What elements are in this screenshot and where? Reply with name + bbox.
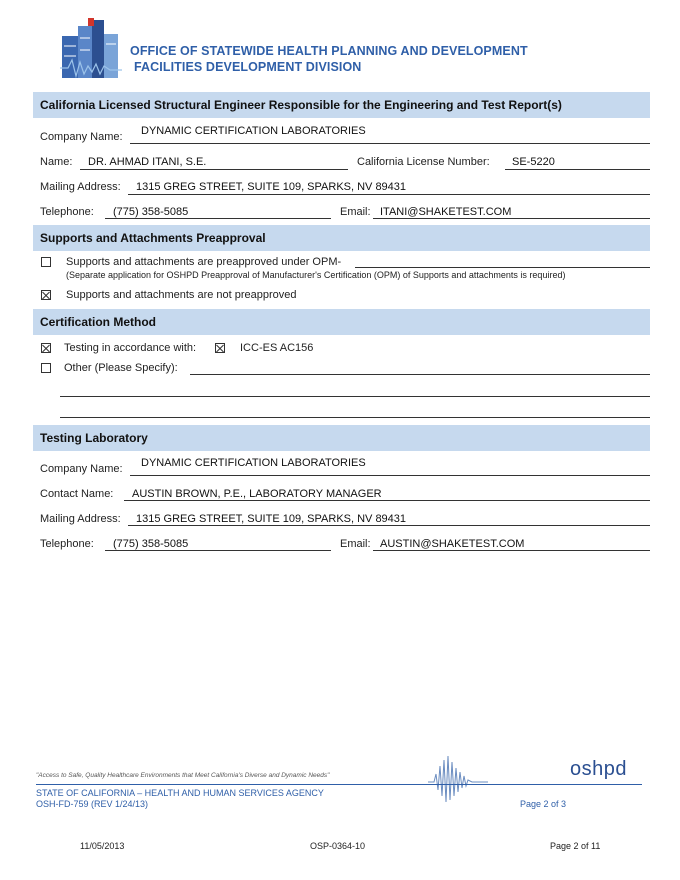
company-name-value[interactable]: DYNAMIC CERTIFICATION LABORATORIES — [141, 125, 366, 137]
contact-name-label: Contact Name: — [40, 488, 114, 500]
address-value[interactable]: 1315 GREG STREET, SUITE 109, SPARKS, NV 89431 — [136, 181, 407, 193]
section-title: Supports and Attachments Preapproval — [40, 231, 266, 245]
not-preapproved-label: Supports and attachments are not preapproved — [66, 289, 297, 301]
footer-date: 11/05/2013 — [80, 841, 125, 851]
preapproved-checkbox[interactable] — [41, 257, 51, 267]
not-preapproved-checkbox[interactable] — [41, 290, 51, 300]
other-label: Other (Please Specify): — [64, 362, 178, 374]
seismic-wave-icon — [428, 752, 488, 806]
footer-page: Page 2 of 3 — [520, 799, 567, 809]
license-value[interactable]: SE-5220 — [512, 156, 555, 168]
ac156-checkbox[interactable] — [215, 343, 225, 353]
section-title: California Licensed Structural Engineer Responsible for the Engineering and Test Report(s) — [40, 98, 562, 112]
field-line — [80, 169, 348, 170]
lab-telephone-label: Telephone: — [40, 538, 94, 550]
lab-company-label: Company Name: — [40, 463, 123, 475]
testing-checkbox[interactable] — [41, 343, 51, 353]
field-line — [128, 194, 650, 195]
footer-page-total: Page 2 of 11 — [550, 841, 601, 851]
opm-number-line[interactable] — [355, 267, 650, 268]
lab-telephone-value[interactable]: (775) 358-5085 — [113, 538, 189, 550]
section-title: Certification Method — [40, 315, 156, 329]
header-agency: OFFICE OF STATEWIDE HEALTH PLANNING AND DEVELOPMENT — [130, 44, 528, 58]
lab-email-value[interactable]: AUSTIN@SHAKETEST.COM — [380, 538, 525, 550]
name-label: Name: — [40, 156, 73, 168]
section-header-engineer — [33, 92, 650, 118]
email-label: Email: — [340, 206, 371, 218]
telephone-value[interactable]: (775) 358-5085 — [113, 206, 189, 218]
footer-divider — [36, 784, 642, 785]
contact-name-value[interactable]: AUSTIN BROWN, P.E., LABORATORY MANAGER — [132, 488, 382, 500]
preapproved-note: (Separate application for OSHPD Preapproval of Manufacturer's Certification (OPM) of Supports and attachments is required) — [66, 270, 566, 280]
field-line — [505, 169, 650, 170]
other-specify-line-3[interactable] — [60, 417, 650, 418]
company-name-label: Company Name: — [40, 131, 123, 143]
email-value[interactable]: ITANI@SHAKETEST.COM — [380, 206, 512, 218]
section-header-certification — [33, 309, 650, 335]
section-title: Testing Laboratory — [40, 431, 148, 445]
field-line — [124, 500, 650, 501]
footer-agency: STATE OF CALIFORNIA – HEALTH AND HUMAN SERVICES AGENCY — [36, 788, 324, 798]
testing-label: Testing in accordance with: — [64, 342, 197, 354]
license-label: California License Number: — [357, 156, 490, 168]
field-line — [130, 143, 650, 144]
field-line — [130, 475, 650, 476]
other-specify-line[interactable] — [190, 374, 650, 375]
field-line — [128, 525, 650, 526]
field-line — [105, 218, 331, 219]
header-division: FACILITIES DEVELOPMENT DIVISION — [134, 60, 362, 74]
field-line — [373, 550, 650, 551]
oshpd-building-logo — [60, 16, 122, 80]
name-value[interactable]: DR. AHMAD ITANI, S.E. — [88, 156, 207, 168]
footer-form-number: OSH-FD-759 (REV 1/24/13) — [36, 799, 149, 809]
other-specify-line-2[interactable] — [60, 396, 650, 397]
lab-address-label: Mailing Address: — [40, 513, 121, 525]
field-line — [105, 550, 331, 551]
section-header-supports — [33, 225, 650, 251]
lab-email-label: Email: — [340, 538, 371, 550]
footer-document-id: OSP-0364-10 — [310, 841, 366, 851]
preapproved-label: Supports and attachments are preapproved under OPM- — [66, 256, 342, 268]
telephone-label: Telephone: — [40, 206, 94, 218]
footer-tagline: "Access to Safe, Quality Healthcare Environments that Meet California's Diverse and Dynamic Needs" — [36, 772, 330, 779]
section-header-lab — [33, 425, 650, 451]
other-checkbox[interactable] — [41, 363, 51, 373]
field-line — [373, 218, 650, 219]
address-label: Mailing Address: — [40, 181, 121, 193]
lab-address-value[interactable]: 1315 GREG STREET, SUITE 109, SPARKS, NV 89431 — [136, 513, 407, 525]
ac156-label: ICC-ES AC156 — [240, 342, 314, 354]
lab-company-value[interactable]: DYNAMIC CERTIFICATION LABORATORIES — [141, 457, 366, 469]
oshpd-wordmark-logo: oshpd — [570, 758, 627, 780]
